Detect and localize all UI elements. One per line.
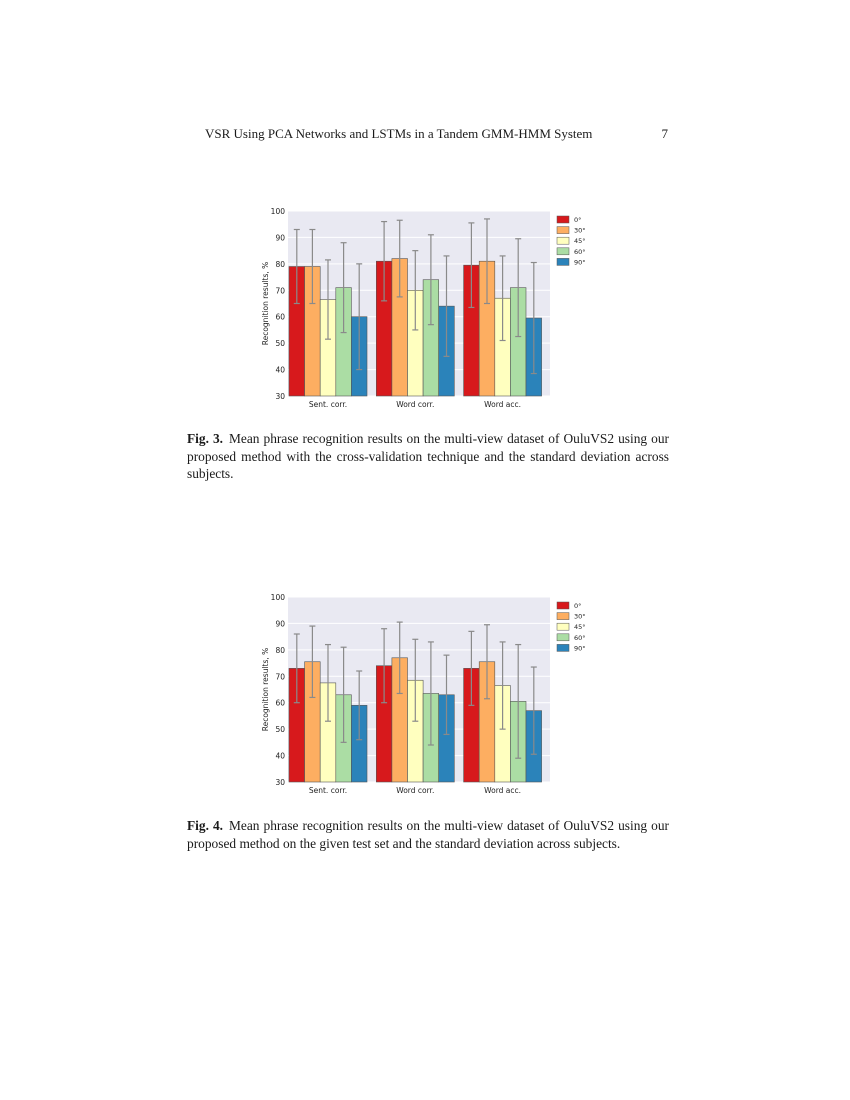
y-tick-label: 100 bbox=[270, 207, 285, 216]
y-tick-label: 80 bbox=[275, 645, 285, 655]
legend-swatch bbox=[557, 623, 569, 630]
y-tick-label: 50 bbox=[275, 725, 285, 735]
y-tick-label: 60 bbox=[275, 312, 285, 322]
y-tick-label: 40 bbox=[275, 365, 285, 375]
legend-label: 45° bbox=[574, 623, 586, 632]
legend-label: 90° bbox=[574, 644, 586, 653]
legend-swatch bbox=[557, 237, 569, 244]
figure-4-chart bbox=[255, 589, 600, 795]
figure-3-chart bbox=[255, 203, 600, 409]
figure-3-label: Fig. 3. bbox=[187, 431, 224, 446]
legend-label: 0° bbox=[574, 602, 582, 610]
y-tick-label: 70 bbox=[275, 286, 285, 296]
legend-label: 60° bbox=[574, 247, 586, 256]
x-tick-label: Word acc. bbox=[484, 400, 522, 409]
legend-label: 90° bbox=[574, 258, 586, 267]
y-tick-label: 100 bbox=[270, 593, 285, 602]
y-tick-label: 50 bbox=[275, 339, 285, 349]
legend-label: 45° bbox=[574, 237, 586, 246]
x-tick-label: Word acc. bbox=[484, 786, 522, 795]
y-tick-label: 90 bbox=[275, 619, 285, 629]
running-title: VSR Using PCA Networks and LSTMs in a Tandem GMM-HMM System bbox=[205, 126, 593, 141]
legend-swatch bbox=[557, 258, 569, 265]
figure-4-label: Fig. 4. bbox=[187, 818, 224, 833]
legend-swatch bbox=[557, 644, 569, 651]
figure-4-caption-text: Mean phrase recognition results on the multi-view dataset of OuluVS2 using our proposed method on the given test set and the standard deviation across subjects. bbox=[187, 818, 669, 851]
figure-4-caption bbox=[187, 817, 669, 852]
legend-swatch bbox=[557, 602, 569, 609]
y-axis-label: Recognition results, % bbox=[261, 261, 270, 346]
legend-label: 60° bbox=[574, 633, 586, 642]
figure-3-caption bbox=[187, 430, 669, 483]
x-tick-label: Sent. corr. bbox=[308, 400, 348, 409]
y-axis-label: Recognition results, % bbox=[261, 647, 270, 732]
x-tick-label: Word corr. bbox=[396, 786, 435, 795]
y-tick-label: 40 bbox=[275, 751, 285, 761]
y-tick-label: 80 bbox=[275, 259, 285, 269]
page-number: 7 bbox=[661, 126, 668, 141]
x-tick-label: Word corr. bbox=[396, 400, 435, 409]
y-tick-label: 90 bbox=[275, 233, 285, 243]
legend-label: 0° bbox=[574, 216, 582, 224]
legend-swatch bbox=[557, 634, 569, 641]
y-tick-label: 60 bbox=[275, 698, 285, 708]
legend-label: 30° bbox=[574, 612, 586, 621]
legend-label: 30° bbox=[574, 226, 586, 235]
legend-swatch bbox=[557, 613, 569, 620]
y-tick-label: 30 bbox=[275, 778, 285, 787]
figure-3-caption-text: Mean phrase recognition results on the multi-view dataset of OuluVS2 using our proposed method with the cross-validation technique and the standard deviation across subjects. bbox=[187, 431, 669, 481]
legend-swatch bbox=[557, 216, 569, 223]
x-tick-label: Sent. corr. bbox=[308, 786, 348, 795]
y-tick-label: 30 bbox=[275, 392, 285, 401]
y-tick-label: 70 bbox=[275, 672, 285, 682]
legend-swatch bbox=[557, 227, 569, 234]
legend-swatch bbox=[557, 248, 569, 255]
